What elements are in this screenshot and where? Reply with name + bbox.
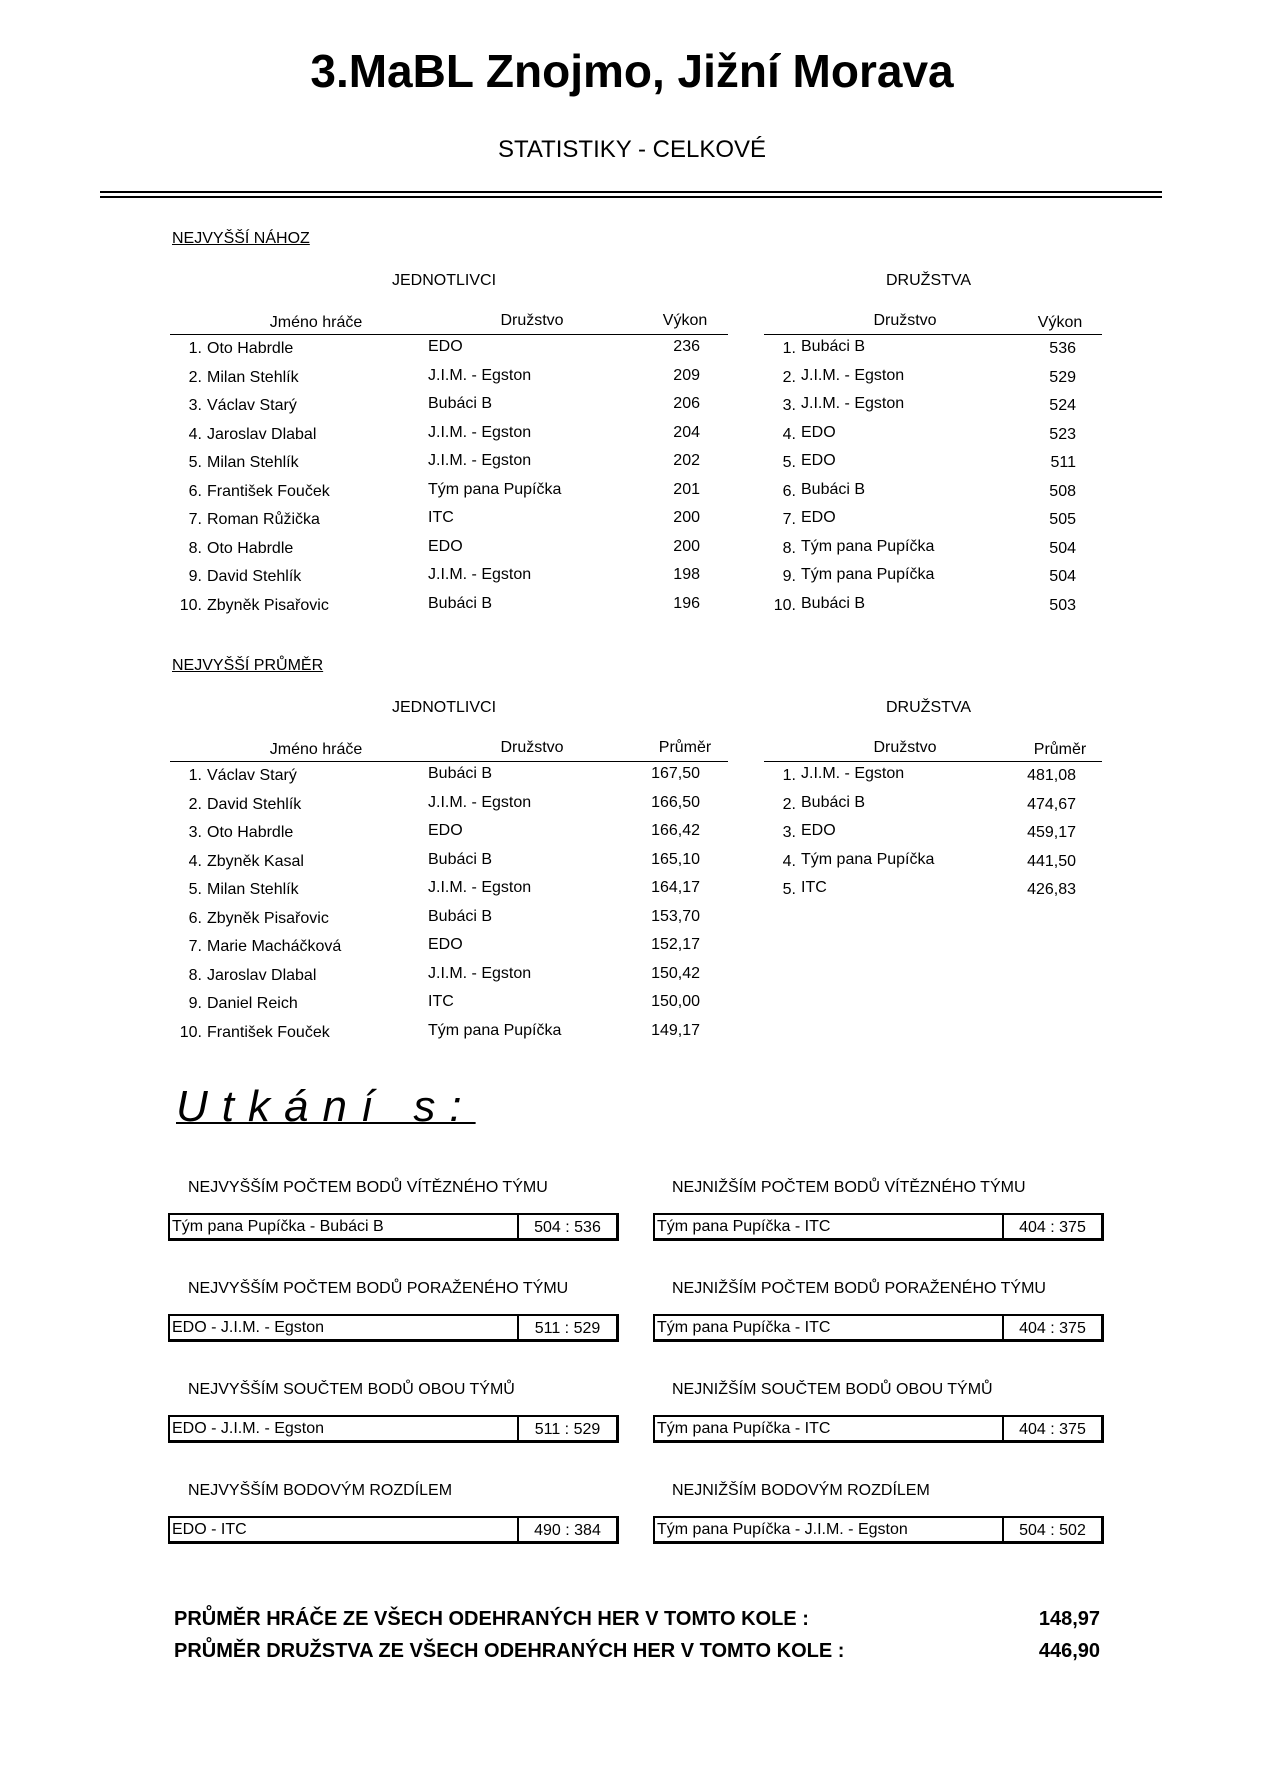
- header-divider-top: [100, 191, 1162, 193]
- col-head-team: Družstvo: [873, 312, 937, 329]
- player-name: Zbyněk Pisařovic: [207, 596, 329, 614]
- match-teams: Tým pana Pupíčka - ITC: [657, 1420, 831, 1437]
- player-average-label: PRŮMĚR HRÁČE ZE VŠECH ODEHRANÝCH HER V TOMTO KOLE :: [174, 1608, 809, 1630]
- player-name: Zbyněk Kasal: [207, 852, 304, 870]
- match-record-label: NEJNIŽŠÍM BODOVÝM ROZDÍLEM: [672, 1482, 930, 1499]
- player-value: 202: [673, 452, 700, 469]
- rank: 1.: [782, 340, 796, 357]
- match-score: 404 : 375: [1002, 1215, 1101, 1238]
- rank: 8.: [188, 539, 202, 557]
- match-record-label: NEJNIŽŠÍM POČTEM BODŮ PORAŽENÉHO TÝMU: [672, 1280, 1046, 1297]
- team-value: 523: [1049, 425, 1076, 443]
- player-team: EDO: [428, 537, 463, 555]
- player-value: 196: [673, 594, 700, 612]
- match-teams: EDO - J.I.M. - Egston: [172, 1420, 325, 1437]
- match-score: 511 : 529: [517, 1417, 616, 1440]
- player-value: 150,00: [651, 993, 700, 1010]
- match-score: 404 : 375: [1002, 1417, 1101, 1440]
- player-team: ITC: [428, 509, 454, 526]
- player-team: J.I.M. - Egston: [428, 566, 532, 583]
- rank: 1.: [188, 767, 202, 784]
- header-underline-teams: [764, 334, 1102, 335]
- match-score: 490 : 384: [517, 1518, 616, 1541]
- col-head-team: Družstvo: [500, 312, 564, 329]
- team-name: ITC: [801, 879, 827, 896]
- rank: 5.: [188, 454, 202, 471]
- match-teams: Tým pana Pupíčka - ITC: [657, 1319, 831, 1336]
- player-name: Václav Starý: [207, 767, 297, 784]
- team-name: Bubáci B: [801, 594, 866, 612]
- player-team: J.I.M. - Egston: [428, 964, 532, 982]
- match-teams: EDO - ITC: [172, 1521, 247, 1538]
- player-team: Bubáci B: [428, 594, 493, 612]
- team-average-label: PRŮMĚR DRUŽSTVA ZE VŠECH ODEHRANÝCH HER V TOMTO KOLE :: [174, 1640, 845, 1662]
- team-value: 426,83: [1027, 881, 1076, 898]
- team-value: 441,50: [1027, 852, 1076, 870]
- team-value: 511: [1050, 454, 1076, 471]
- header-divider-bottom: [100, 196, 1162, 198]
- player-value: 164,17: [651, 879, 700, 896]
- player-name: Jaroslav Dlabal: [207, 966, 317, 984]
- rank: 10.: [773, 596, 796, 614]
- player-name: Zbyněk Pisařovic: [207, 909, 329, 927]
- rank: 3.: [188, 824, 202, 841]
- rank: 3.: [782, 824, 796, 841]
- rank: 4.: [188, 852, 202, 870]
- player-name: Oto Habrdle: [207, 340, 294, 357]
- page-title: 3.MaBL Znojmo, Jižní Morava: [310, 45, 954, 97]
- player-value: 153,70: [651, 907, 700, 925]
- team-average-value: 446,90: [1038, 1640, 1100, 1662]
- col-head-value: Výkon: [662, 312, 708, 329]
- match-score: 504 : 536: [517, 1215, 616, 1238]
- match-record-box: [653, 1213, 1104, 1241]
- team-name: Tým pana Pupíčka: [801, 850, 935, 868]
- team-value: 459,17: [1027, 824, 1076, 841]
- team-name: Tým pana Pupíčka: [801, 566, 935, 583]
- rank: 7.: [782, 511, 796, 528]
- rank: 2.: [188, 368, 202, 386]
- player-value: 166,42: [651, 822, 700, 839]
- player-team: J.I.M. - Egston: [428, 423, 532, 441]
- match-record-box: [653, 1314, 1104, 1342]
- team-name: J.I.M. - Egston: [801, 395, 905, 412]
- col-head-value: Průměr: [1033, 741, 1087, 758]
- player-name: František Fouček: [207, 1023, 330, 1041]
- match-score: 504 : 502: [1002, 1518, 1101, 1541]
- player-name: František Fouček: [207, 482, 330, 500]
- player-team: Bubáci B: [428, 395, 493, 412]
- player-team: Tým pana Pupíčka: [428, 1021, 562, 1039]
- team-value: 508: [1049, 482, 1076, 500]
- player-value: 204: [673, 423, 700, 441]
- col-head-team: Družstvo: [500, 739, 564, 756]
- match-record-label: NEJVYŠŠÍM SOUČTEM BODŮ OBOU TÝMŮ: [188, 1381, 515, 1398]
- player-name: Oto Habrdle: [207, 539, 294, 557]
- rank: 9.: [188, 995, 202, 1012]
- player-name: Milan Stehlík: [207, 881, 299, 898]
- player-value: 198: [673, 566, 700, 583]
- player-average-value: 148,97: [1038, 1608, 1100, 1630]
- rank: 2.: [782, 368, 796, 386]
- player-team: EDO: [428, 338, 463, 355]
- group-label-individuals: JEDNOTLIVCI: [392, 699, 497, 716]
- match-record-label: NEJNIŽŠÍM POČTEM BODŮ VÍTĚZNÉHO TÝMU: [672, 1179, 1026, 1196]
- group-label-teams: DRUŽSTVA: [886, 699, 972, 716]
- match-record-box: [653, 1516, 1104, 1544]
- team-name: Bubáci B: [801, 793, 866, 811]
- match-record-box: [168, 1314, 619, 1342]
- player-name: Roman Růžička: [207, 511, 320, 528]
- player-value: 152,17: [651, 936, 700, 953]
- rank: 10.: [179, 596, 202, 614]
- team-value: 503: [1049, 596, 1076, 614]
- rank: 6.: [782, 482, 796, 500]
- player-value: 165,10: [651, 850, 700, 868]
- rank: 8.: [782, 539, 796, 557]
- group-label-individuals: JEDNOTLIVCI: [392, 272, 497, 289]
- player-value: 167,50: [651, 765, 700, 782]
- rank: 4.: [782, 852, 796, 870]
- match-record-label: NEJVYŠŠÍM POČTEM BODŮ VÍTĚZNÉHO TÝMU: [188, 1179, 548, 1196]
- team-name: Tým pana Pupíčka: [801, 537, 935, 555]
- header-underline-teams: [764, 761, 1102, 762]
- player-name: Václav Starý: [207, 397, 297, 414]
- rank: 2.: [782, 795, 796, 813]
- match-record-label: NEJNIŽŠÍM SOUČTEM BODŮ OBOU TÝMŮ: [672, 1381, 993, 1398]
- team-value: 504: [1049, 539, 1076, 557]
- match-record-label: NEJVYŠŠÍM BODOVÝM ROZDÍLEM: [188, 1482, 453, 1499]
- player-value: 149,17: [651, 1021, 700, 1039]
- team-value: 504: [1049, 568, 1076, 585]
- col-head-value: Výkon: [1037, 314, 1083, 331]
- rank: 6.: [188, 482, 202, 500]
- rank: 1.: [188, 340, 202, 357]
- player-name: Marie Macháčková: [207, 938, 342, 955]
- section-title: NEJVYŠŠÍ NÁHOZ: [172, 230, 310, 247]
- rank: 5.: [782, 881, 796, 898]
- player-value: 236: [673, 338, 700, 355]
- team-name: EDO: [801, 423, 836, 441]
- player-team: Bubáci B: [428, 765, 493, 782]
- player-name: Milan Stehlík: [207, 454, 299, 471]
- rank: 7.: [188, 511, 202, 528]
- player-team: Bubáci B: [428, 850, 493, 868]
- rank: 9.: [188, 568, 202, 585]
- team-value: 505: [1049, 511, 1076, 528]
- player-value: 201: [673, 480, 700, 498]
- match-record-box: [168, 1516, 619, 1544]
- match-record-box: [168, 1415, 619, 1443]
- player-value: 200: [673, 509, 700, 526]
- col-head-value: Průměr: [658, 739, 712, 756]
- player-name: Oto Habrdle: [207, 824, 294, 841]
- page-subtitle: STATISTIKY - CELKOVÉ: [497, 136, 767, 163]
- col-head-player: Jméno hráče: [269, 741, 363, 758]
- utkani-heading: Utkání s:: [176, 1082, 476, 1131]
- match-teams: EDO - J.I.M. - Egston: [172, 1319, 325, 1336]
- team-name: Bubáci B: [801, 338, 866, 355]
- rank: 5.: [782, 454, 796, 471]
- rank: 1.: [782, 767, 796, 784]
- match-record-box: [168, 1213, 619, 1241]
- team-name: EDO: [801, 822, 836, 839]
- team-name: EDO: [801, 509, 836, 526]
- player-team: EDO: [428, 936, 463, 953]
- rank: 8.: [188, 966, 202, 984]
- team-name: J.I.M. - Egston: [801, 765, 905, 782]
- match-teams: Tým pana Pupíčka - ITC: [657, 1218, 831, 1235]
- team-value: 536: [1049, 340, 1076, 357]
- section-title: NEJVYŠŠÍ PRŮMĚR: [172, 657, 324, 674]
- player-value: 200: [673, 537, 700, 555]
- player-name: Jaroslav Dlabal: [207, 425, 317, 443]
- team-name: J.I.M. - Egston: [801, 366, 905, 384]
- rank: 2.: [188, 795, 202, 813]
- rank: 3.: [782, 397, 796, 414]
- player-team: J.I.M. - Egston: [428, 879, 532, 896]
- rank: 5.: [188, 881, 202, 898]
- group-label-teams: DRUŽSTVA: [886, 272, 972, 289]
- match-score: 511 : 529: [517, 1316, 616, 1339]
- team-value: 529: [1049, 368, 1076, 386]
- rank: 3.: [188, 397, 202, 414]
- rank: 4.: [782, 425, 796, 443]
- match-teams: Tým pana Pupíčka - Bubáci B: [172, 1218, 384, 1235]
- team-name: EDO: [801, 452, 836, 469]
- team-value: 481,08: [1027, 767, 1076, 784]
- player-name: David Stehlík: [207, 568, 302, 585]
- player-value: 150,42: [651, 964, 700, 982]
- team-name: Bubáci B: [801, 480, 866, 498]
- col-head-team: Družstvo: [873, 739, 937, 756]
- player-name: Daniel Reich: [207, 995, 298, 1012]
- match-record-box: [653, 1415, 1104, 1443]
- header-underline-individuals: [170, 334, 728, 335]
- player-team: Bubáci B: [428, 907, 493, 925]
- player-value: 209: [673, 366, 700, 384]
- player-value: 206: [673, 395, 700, 412]
- col-head-player: Jméno hráče: [269, 314, 363, 331]
- match-record-label: NEJVYŠŠÍM POČTEM BODŮ PORAŽENÉHO TÝMU: [188, 1280, 569, 1297]
- header-underline-individuals: [170, 761, 728, 762]
- player-team: Tým pana Pupíčka: [428, 480, 562, 498]
- rank: 9.: [782, 568, 796, 585]
- rank: 7.: [188, 938, 202, 955]
- player-team: J.I.M. - Egston: [428, 366, 532, 384]
- player-team: J.I.M. - Egston: [428, 793, 532, 811]
- player-value: 166,50: [651, 793, 700, 811]
- rank: 4.: [188, 425, 202, 443]
- team-value: 524: [1049, 397, 1076, 414]
- player-name: David Stehlík: [207, 795, 302, 813]
- player-team: ITC: [428, 993, 454, 1010]
- match-score: 404 : 375: [1002, 1316, 1101, 1339]
- rank: 6.: [188, 909, 202, 927]
- player-name: Milan Stehlík: [207, 368, 299, 386]
- rank: 10.: [179, 1023, 202, 1041]
- match-teams: Tým pana Pupíčka - J.I.M. - Egston: [657, 1521, 908, 1538]
- team-value: 474,67: [1027, 795, 1076, 813]
- player-team: EDO: [428, 822, 463, 839]
- player-team: J.I.M. - Egston: [428, 452, 532, 469]
